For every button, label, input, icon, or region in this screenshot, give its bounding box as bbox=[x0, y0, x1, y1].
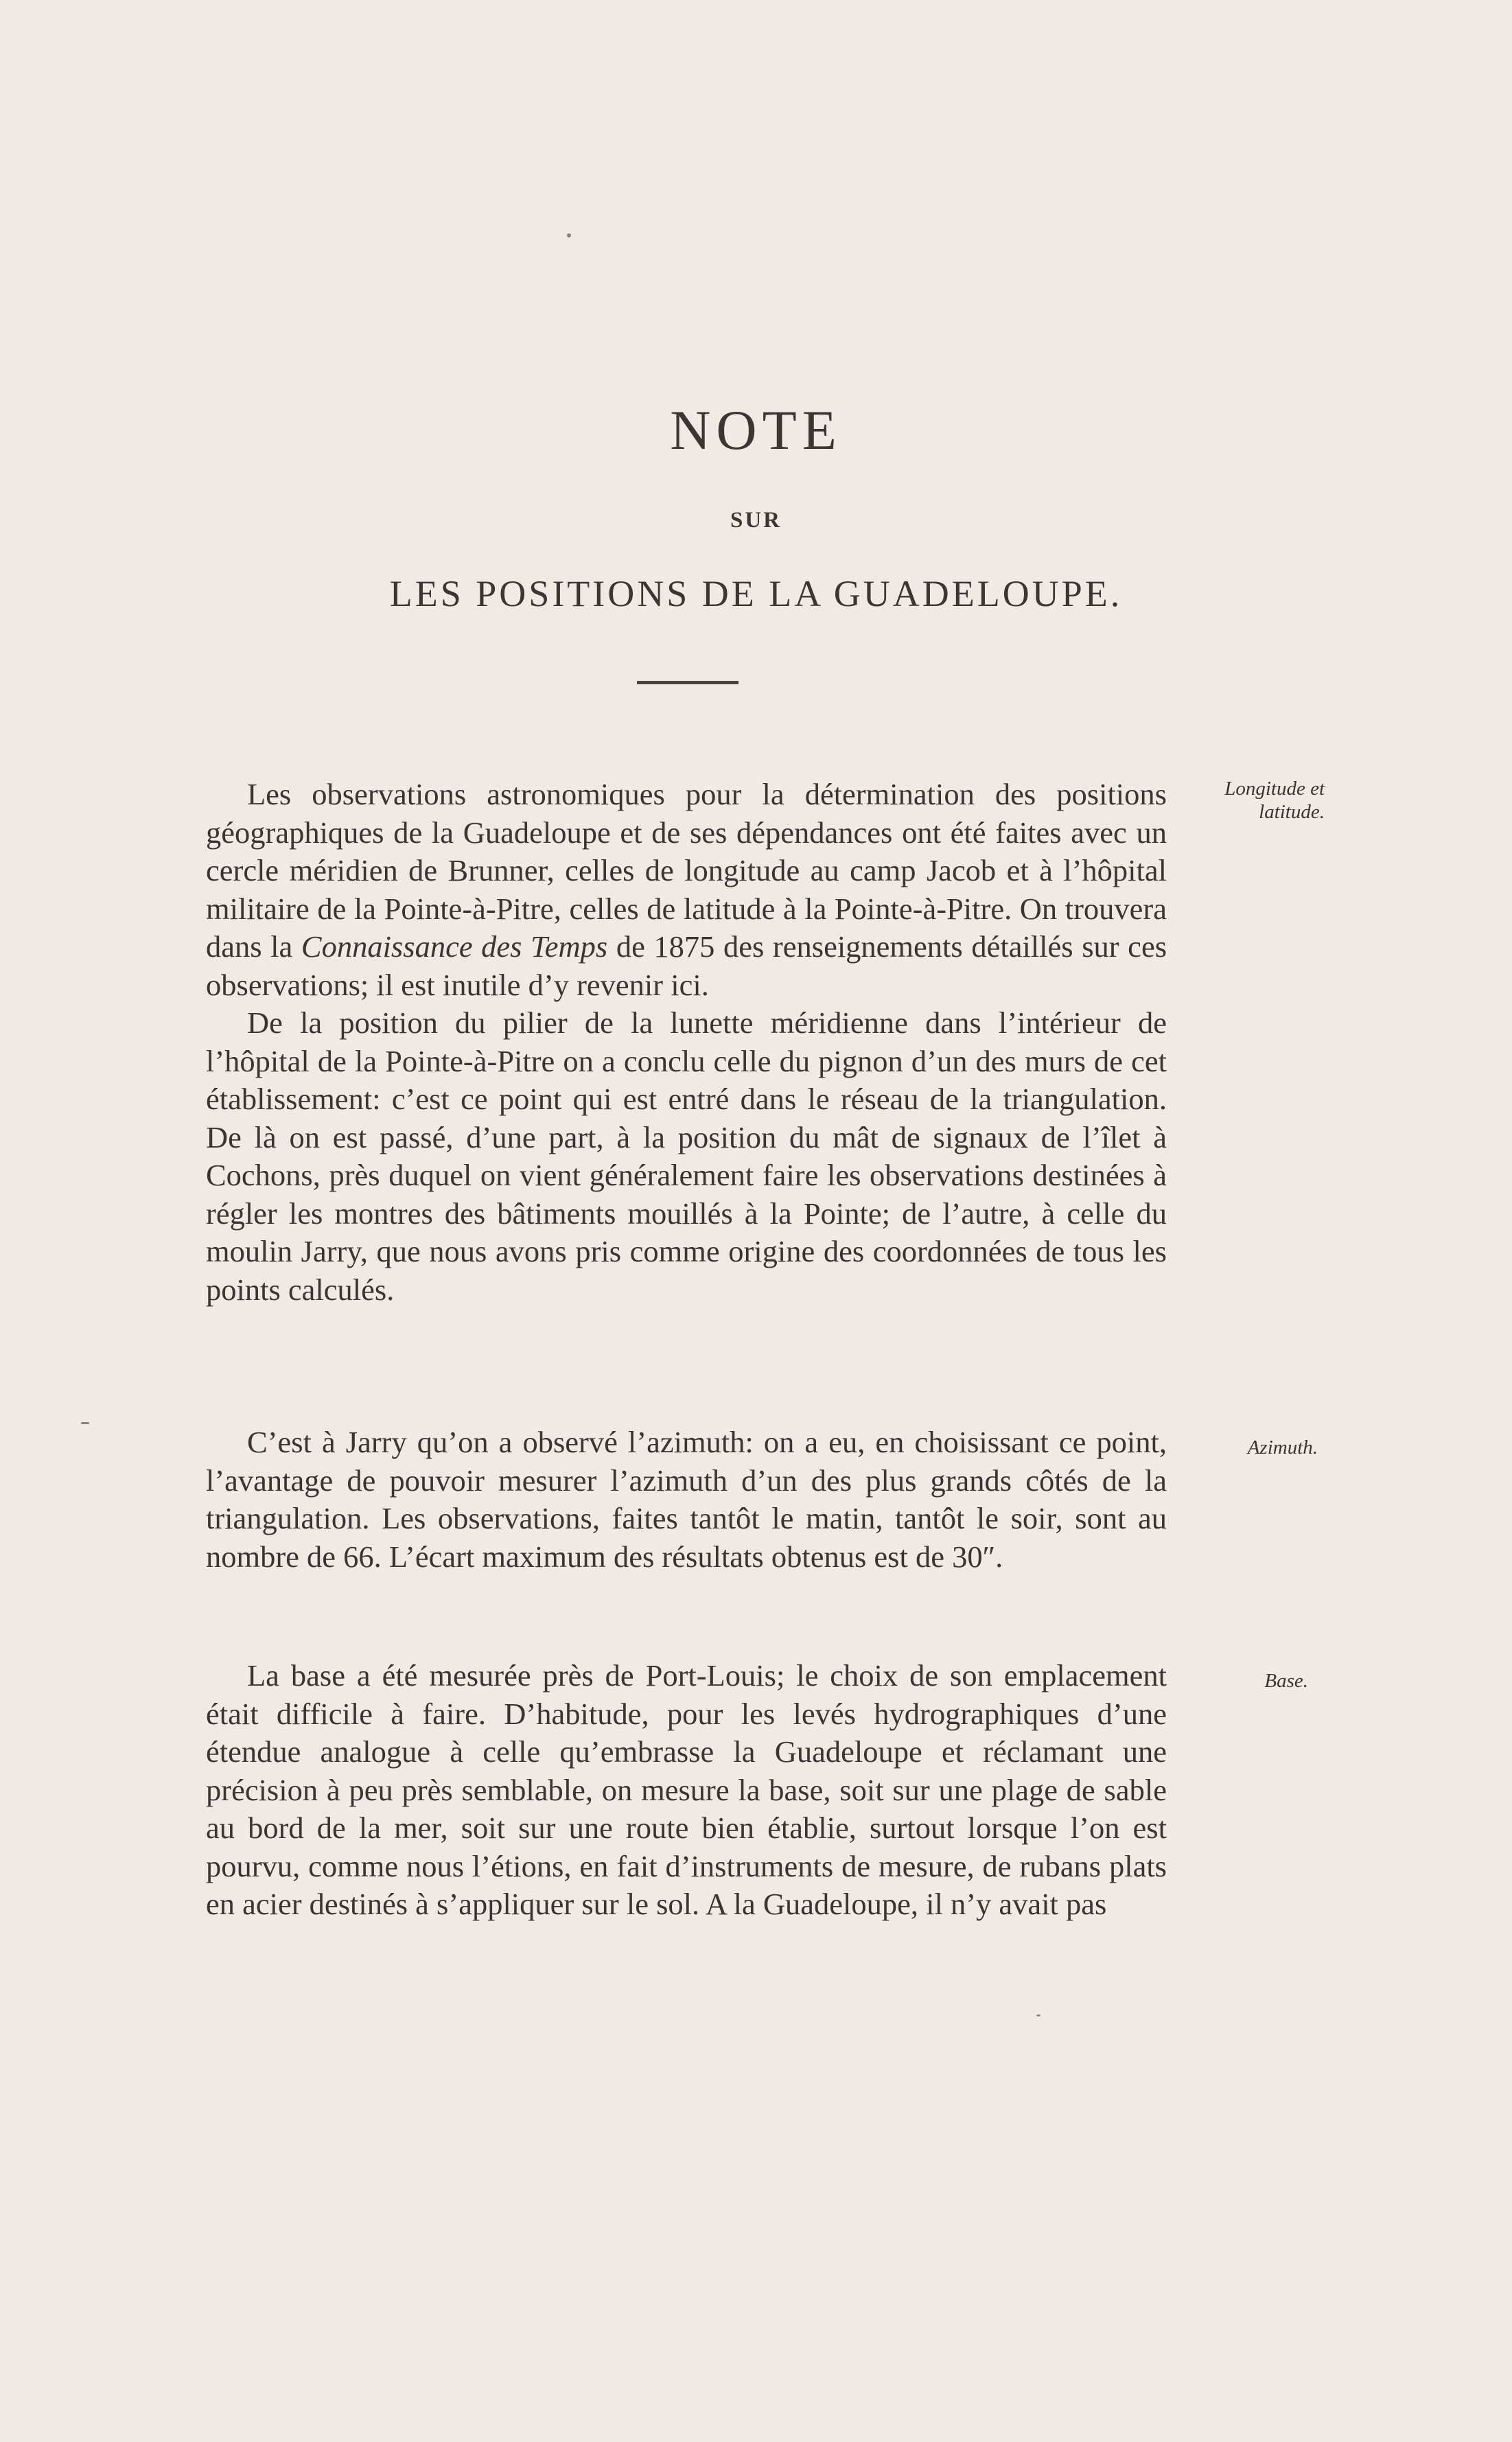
text-segment-italic: Connaissance des Temps bbox=[301, 929, 608, 964]
margin-note-azimuth: Azimuth. bbox=[1247, 1437, 1318, 1458]
paragraph bbox=[206, 1004, 1167, 1309]
page-title: NOTE bbox=[670, 399, 842, 461]
paragraph bbox=[206, 776, 1167, 1004]
margin-note-longitude: Longitude et latitude. bbox=[1224, 778, 1325, 823]
text-segment: C’est à Jarry qu’on a observé l’azimuth: on a eu, en choisissant ce point, l’avantage de pouvoir mesurer l’azimuth d’un des plus grands côtés de la triangulation. Les observations, faites tantôt le matin, tantôt le soir, sont au nombre de 66. L’écart maximum des résultats obtenus est de 30″. bbox=[206, 1425, 1167, 1574]
paragraph bbox=[206, 1423, 1167, 1576]
section-azimuth bbox=[206, 1423, 1167, 1576]
text-segment: Les observations astronomiques pour la détermination des positions géographiques de la Guadeloupe et de ses dépendances ont été faites avec un cercle méridien de Brunner, celles de longitude au camp Jacob et à l’hôpital militaire de la Pointe-à-Pitre, celles de latitude à la Pointe-à-Pitre. On trouvera dans la bbox=[206, 777, 1167, 964]
text-segment: De la position du pilier de la lunette méridienne dans l’intérieur de l’hôpital de la Pointe-à-Pitre on a conclu celle du pignon d’un des murs de cet établissement: c’est ce point qui est entré dans le réseau de la triangulation. De là on est passé, d’une part, à la position du mât de signaux de l’îlet à Cochons, près duquel on vient généralement faire les observations destinées à régler les montres des bâtiments mouillés à la Pointe; de l’autre, à celle du moulin Jarry, que nous avons pris comme origine des coordonnées de tous les points calculés. bbox=[206, 1005, 1167, 1307]
page-subtitle: SUR bbox=[730, 508, 782, 533]
text-segment: de 1875 des renseignements détaillés sur ces observations; il est inutile d’y revenir ici. bbox=[206, 929, 1167, 1002]
section-longitude-latitude bbox=[206, 776, 1167, 1309]
paper-speck bbox=[81, 1422, 89, 1424]
margin-note-base: Base. bbox=[1264, 1670, 1308, 1692]
title-divider bbox=[637, 681, 738, 684]
page-topic: LES POSITIONS DE LA GUADELOUPE. bbox=[389, 573, 1123, 614]
section-base bbox=[206, 1657, 1167, 1924]
paper-speck bbox=[567, 233, 571, 237]
text-segment: La base a été mesurée près de Port-Louis; le choix de son emplacement était difficile à faire. D’habitude, pour les levés hydrographiques d’une étendue analogue à celle qu’embrasse la Guadeloupe et réclamant une précision à peu près semblable, on mesure la base, soit sur une plage de sable au bord de la mer, soit sur une route bien établie, surtout lorsque l’on est pourvu, comme nous l’étions, en fait d’instruments de mesure, de rubans plats en acier destinés à s’appliquer sur le sol. A la Guadeloupe, il n’y avait pas bbox=[206, 1658, 1167, 1921]
paragraph bbox=[206, 1657, 1167, 1924]
paper-speck bbox=[1036, 2014, 1040, 2016]
